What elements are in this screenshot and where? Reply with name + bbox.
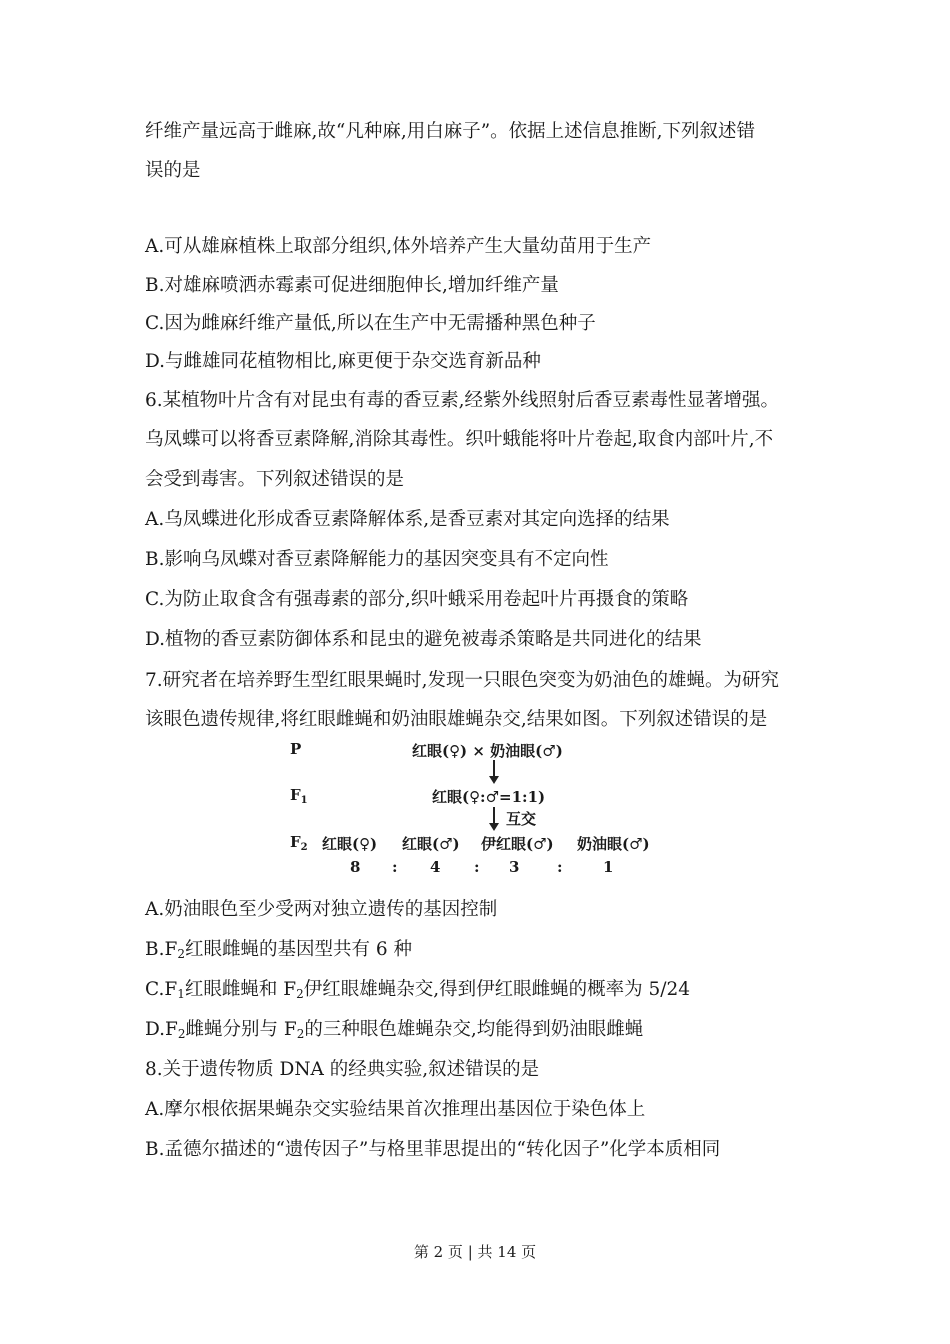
text-line: 误的是 bbox=[145, 160, 201, 181]
down-arrow-icon bbox=[493, 807, 495, 829]
option-7d: $D.F_2$雌蝇分别与 $F_2$的三种眼色雄蝇杂交,均能得到奶油眼雌蝇 bbox=[145, 1019, 644, 1041]
option-5d: D.与雌雄同花植物相比,麻更便于杂交选育新品种 bbox=[145, 351, 541, 372]
option-5b: B.对雄麻喷洒赤霉素可促进细胞伸长,增加纤维产量 bbox=[145, 275, 559, 296]
p-label: P bbox=[290, 740, 302, 758]
option-5c: C.因为雌麻纤维产量低,所以在生产中无需播种黑色种子 bbox=[145, 313, 596, 334]
f2-phenotype: 奶油眼(♂) bbox=[577, 835, 650, 853]
f1-label: $F_1$ bbox=[290, 786, 308, 806]
f2-phenotype: 伊红眼(♂) bbox=[481, 835, 554, 853]
option-8a: A.摩尔根依据果蝇杂交实验结果首次推理出基因位于染色体上 bbox=[145, 1099, 646, 1120]
question-8: 8.关于遗传物质 DNA 的经典实验,叙述错误的是 bbox=[145, 1059, 540, 1080]
f2-label: $F_2$ bbox=[290, 833, 308, 853]
down-arrow-icon bbox=[493, 760, 495, 782]
f2-ratio: 1 bbox=[603, 858, 614, 876]
question-6: 乌凤蝶可以将香豆素降解,消除其毒性。织叶蛾能将叶片卷起,取食内部叶片,不 bbox=[145, 429, 774, 450]
p-cross: 红眼(♀) × 奶油眼(♂) bbox=[412, 742, 563, 760]
question-7: 该眼色遗传规律,将红眼雌蝇和奶油眼雄蝇杂交,结果如图。下列叙述错误的是 bbox=[145, 709, 768, 730]
option-6b: B.影响乌凤蝶对香豆素降解能力的基因突变具有不定向性 bbox=[145, 549, 609, 570]
f2-phenotype: 红眼(♂) bbox=[402, 835, 460, 853]
option-7a: A.奶油眼色至少受两对独立遗传的基因控制 bbox=[145, 899, 498, 920]
page-footer: 第 2 页 | 共 14 页 bbox=[413, 1243, 537, 1261]
question-6: 会受到毒害。下列叙述错误的是 bbox=[145, 469, 405, 490]
f1-cross-label: 互交 bbox=[506, 810, 537, 828]
option-6c: C.为防止取食含有强毒素的部分,织叶蛾采用卷起叶片再摄食的策略 bbox=[145, 589, 689, 610]
question-6: 6.某植物叶片含有对昆虫有毒的香豆素,经紫外线照射后香豆素毒性显著增强。 bbox=[145, 390, 780, 411]
question-7: 7.研究者在培养野生型红眼果蝇时,发现一只眼色突变为奶油色的雄蝇。为研究 bbox=[145, 670, 780, 691]
f1-text: 红眼(♀:♂=1:1) bbox=[432, 788, 546, 806]
option-6a: A.乌凤蝶进化形成香豆素降解体系,是香豆素对其定向选择的结果 bbox=[145, 509, 670, 530]
option-7c: $C.F_1$红眼雌蝇和 $F_2$伊红眼雄蝇杂交,得到伊红眼雌蝇的概率为 5/24 bbox=[145, 979, 691, 1001]
f2-ratio: 8 bbox=[350, 858, 361, 876]
f2-ratio-sep: : bbox=[557, 858, 563, 876]
f2-ratio-sep: : bbox=[474, 858, 480, 876]
f2-phenotype: 红眼(♀) bbox=[322, 835, 378, 853]
option-5a: A.可从雄麻植株上取部分组织,体外培养产生大量幼苗用于生产 bbox=[145, 236, 652, 257]
f2-ratio: 4 bbox=[430, 858, 441, 876]
option-8b: B.孟德尔描述的“遗传因子”与格里菲思提出的“转化因子”化学本质相同 bbox=[145, 1139, 721, 1160]
text-line: 纤维产量远高于雌麻,故“凡种麻,用白麻子”。依据上述信息推断,下列叙述错 bbox=[145, 121, 756, 142]
f2-ratio-sep: : bbox=[392, 858, 398, 876]
option-7b: $B.F_2$红眼雌蝇的基因型共有 6 种 bbox=[145, 939, 412, 961]
f2-ratio: 3 bbox=[509, 858, 520, 876]
option-6d: D.植物的香豆素防御体系和昆虫的避免被毒杀策略是共同进化的结果 bbox=[145, 629, 702, 650]
